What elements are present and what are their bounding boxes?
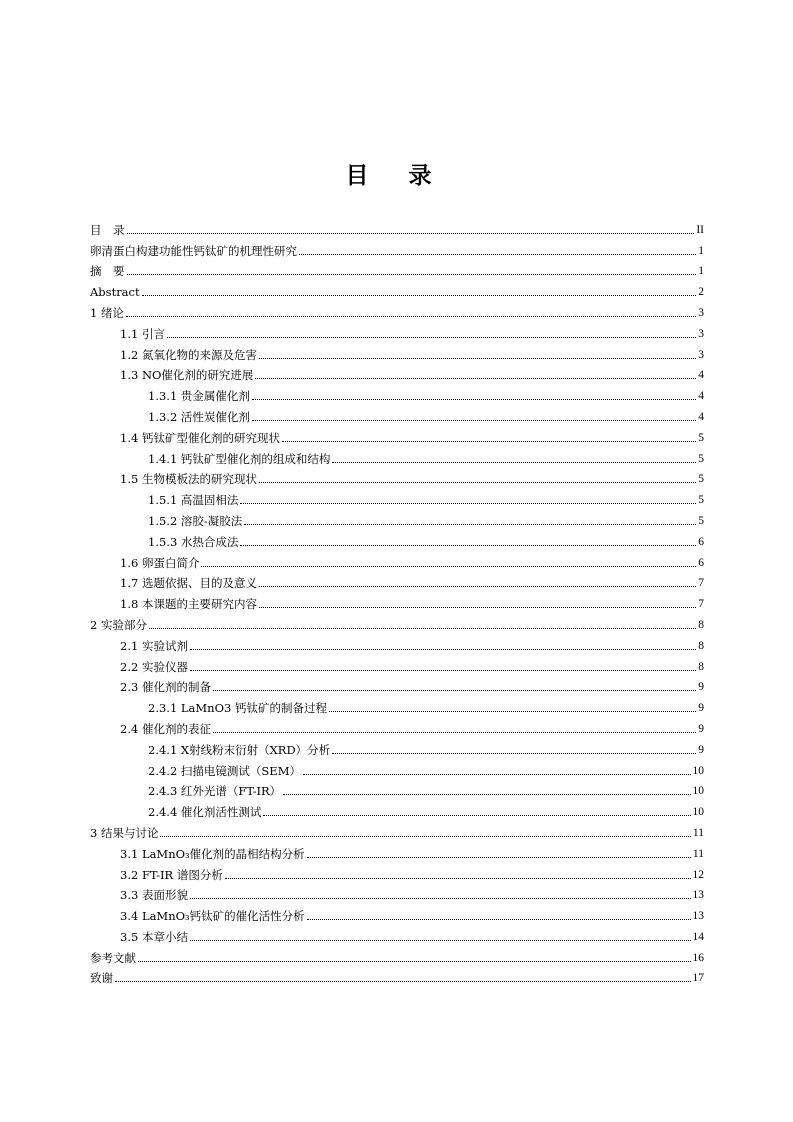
toc-entry-title: 1.3.2 活性炭催化剂 [148,409,250,424]
toc-entry[interactable] [90,279,704,300]
toc-entry[interactable] [90,862,704,883]
toc-entry-title: 2.2 实验仪器 [120,659,188,674]
toc-dot-leader [127,233,695,234]
toc-dot-leader [282,441,696,442]
toc-dot-leader [138,961,691,962]
toc-page-number: 6 [698,535,704,548]
toc-dot-leader [307,919,691,920]
toc-page-number: 9 [698,702,704,715]
toc-dot-leader [329,711,696,712]
toc-page-number: 5 [698,473,704,486]
toc-dot-leader [213,690,696,691]
toc-entry[interactable] [90,841,704,862]
toc-entry-title: 摘 要 [90,264,125,279]
toc-entry[interactable] [90,529,704,550]
toc-entry[interactable] [90,383,704,404]
toc-entry[interactable] [90,633,704,654]
toc-entry-title: 2.4.2 扫描电镜测试（SEM） [148,763,301,778]
toc-dot-leader [240,545,696,546]
toc-dot-leader [126,316,696,317]
toc-entry[interactable] [90,654,704,675]
toc-page-number: 14 [692,930,704,943]
toc-entry[interactable] [90,508,704,529]
toc-entry-title: 1.4.1 钙钛矿型催化剂的组成和结构 [148,451,331,466]
page-title: 目 录 [345,162,448,189]
toc-page-number: 5 [698,431,704,444]
toc-dot-leader [213,732,696,733]
toc-dot-leader [225,878,691,879]
toc-entry-title: 1.7 选题依据、目的及意义 [120,576,257,591]
toc-dot-leader [190,649,696,650]
toc-entry[interactable] [90,945,704,966]
toc-page-number: 3 [698,306,704,319]
toc-page-number: 9 [698,743,704,756]
toc-dot-leader [167,337,696,338]
toc-entry-title: 1.3 NO催化剂的研究进展 [120,368,254,383]
toc-page-number: 1 [698,244,704,257]
toc-entry-title: 目 录 [90,222,125,237]
toc-entry[interactable] [90,758,704,779]
toc-entry-title: Abstract [90,285,140,300]
toc-page-number: 3 [698,327,704,340]
toc-page-number: 8 [698,618,704,631]
toc-page-number: 9 [698,722,704,735]
toc-entry[interactable] [90,779,704,800]
toc-entry[interactable] [90,695,704,716]
toc-entry-title: 2.4.3 红外光谱（FT-IR） [148,784,282,799]
toc-entry[interactable] [90,591,704,612]
toc-page-number: 13 [692,889,704,902]
toc-entry[interactable] [90,924,704,945]
toc-entry-title: 1.3.1 贵金属催化剂 [148,389,250,404]
toc-page-number: 17 [692,972,704,985]
toc-page-number: 16 [692,951,704,964]
toc-entry[interactable] [90,966,704,987]
toc-entry[interactable] [90,820,704,841]
toc-page-number: 10 [692,764,704,777]
toc-page-number: 7 [698,598,704,611]
toc-entry[interactable] [90,321,704,342]
toc-dot-leader [303,774,691,775]
toc-dot-leader [252,399,696,400]
toc-entry-title: 1.5.3 水热合成法 [148,534,239,549]
toc-dot-leader [160,836,690,837]
toc-entry[interactable] [90,571,704,592]
toc-entry[interactable] [90,467,704,488]
toc-dot-leader [252,420,696,421]
toc-entry-title: 2.1 实验试剂 [120,638,188,653]
toc-page-number: 6 [698,556,704,569]
toc-entry-title: 1.5.2 溶胶-凝胶法 [148,513,243,528]
toc-entry-title: 1.5 生物模板法的研究现状 [120,472,257,487]
toc-entry[interactable] [90,550,704,571]
toc-entry[interactable] [90,446,704,467]
toc-entry[interactable] [90,363,704,384]
toc-page-number: 8 [698,639,704,652]
toc-dot-leader [283,794,690,795]
toc-entry-title: 2.4.1 X射线粉末衍射（XRD）分析 [148,742,331,757]
toc-entry[interactable] [90,259,704,280]
toc-entry-title: 致谢 [90,971,113,986]
toc-entry[interactable] [90,217,704,238]
toc-entry[interactable] [90,799,704,820]
toc-page-number: 5 [698,494,704,507]
toc-entry-title: 2.4.4 催化剂活性测试 [148,805,262,820]
toc-dot-leader [190,670,696,671]
toc-dot-leader [190,898,691,899]
toc-entry[interactable] [90,675,704,696]
toc-page-number: 12 [692,868,704,881]
table-of-contents [90,217,704,986]
toc-entry-title: 3 结果与讨论 [90,825,159,840]
toc-page-number: 13 [692,910,704,923]
toc-page-number: 5 [698,452,704,465]
toc-entry-title: 1 绪论 [90,305,124,320]
toc-entry-title: 2.3.1 LaMnO3 钙钛矿的制备过程 [148,701,327,716]
toc-entry-title: 3.2 FT-IR 谱图分析 [120,867,223,882]
toc-entry[interactable] [90,404,704,425]
toc-entry-title: 2.3 催化剂的制备 [120,680,211,695]
toc-dot-leader [332,753,696,754]
toc-page-number: 3 [698,348,704,361]
toc-page-number: 4 [698,410,704,423]
toc-dot-leader [255,378,696,379]
toc-entry[interactable] [90,300,704,321]
toc-entry[interactable] [90,883,704,904]
toc-entry-title: 2 实验部分 [90,617,147,632]
toc-entry-title: 3.1 LaMnO₃催化剂的晶相结构分析 [120,846,305,861]
toc-dot-leader [142,295,697,296]
toc-dot-leader [127,274,697,275]
toc-entry[interactable] [90,716,704,737]
toc-dot-leader [190,940,691,941]
toc-entry[interactable] [90,612,704,633]
toc-page-number: 10 [692,785,704,798]
toc-entry-title: 1.4 钙钛矿型催化剂的研究现状 [120,430,280,445]
toc-page-number: 5 [698,514,704,527]
toc-dot-leader [299,254,696,255]
toc-entry-title: 3.3 表面形貌 [120,888,188,903]
toc-dot-leader [332,462,696,463]
toc-page-number: 4 [698,390,704,403]
toc-dot-leader [240,503,696,504]
toc-entry[interactable] [90,737,704,758]
toc-dot-leader [259,358,696,359]
toc-page-number: 1 [698,265,704,278]
toc-entry-title: 1.6 卵蛋白简介 [120,555,200,570]
toc-dot-leader [244,524,696,525]
toc-page-number: 4 [698,369,704,382]
toc-entry-title: 参考文献 [90,950,136,965]
toc-dot-leader [263,815,690,816]
toc-page-number: 9 [698,681,704,694]
toc-entry[interactable] [90,342,704,363]
toc-entry-title: 3.4 LaMnO₃钙钛矿的催化活性分析 [120,909,305,924]
toc-entry[interactable] [90,238,704,259]
toc-entry-title: 3.5 本章小结 [120,929,188,944]
toc-entry[interactable] [90,425,704,446]
toc-entry-title: 1.2 氮氧化物的来源及危害 [120,347,257,362]
toc-page-number: II [696,223,704,236]
toc-dot-leader [259,586,696,587]
toc-dot-leader [259,482,696,483]
toc-entry[interactable] [90,903,704,924]
toc-dot-leader [115,981,691,982]
toc-entry-title: 1.8 本课题的主要研究内容 [120,597,257,612]
toc-page-number: 2 [698,286,704,299]
toc-entry-title: 2.4 催化剂的表征 [120,721,211,736]
toc-page-number: 7 [698,577,704,590]
toc-page-number: 10 [692,806,704,819]
toc-page-number: 8 [698,660,704,673]
toc-dot-leader [307,857,691,858]
toc-entry[interactable] [90,487,704,508]
toc-dot-leader [259,607,696,608]
toc-page-number: 11 [692,826,704,839]
toc-dot-leader [201,566,696,567]
toc-dot-leader [149,628,696,629]
toc-entry-title: 1.1 引言 [120,326,165,341]
toc-entry-title: 1.5.1 高温固相法 [148,493,239,508]
toc-page-number: 11 [692,847,704,860]
toc-entry-title: 卵清蛋白构建功能性钙钛矿的机理性研究 [90,243,297,258]
